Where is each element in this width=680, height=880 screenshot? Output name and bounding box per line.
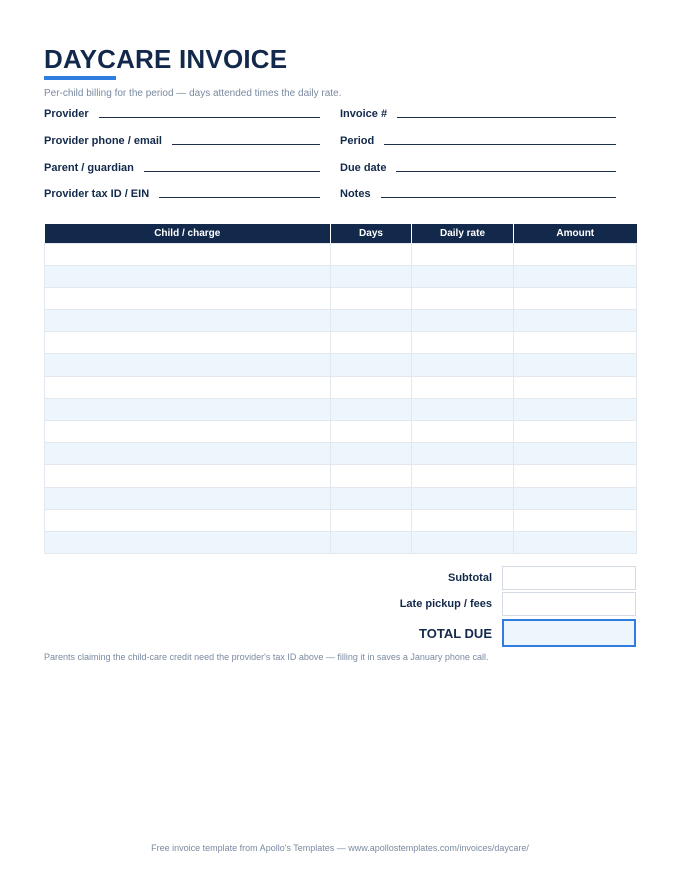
cell-amount[interactable] <box>514 509 637 531</box>
cell-daily-rate[interactable] <box>412 243 514 265</box>
table-row <box>45 443 637 465</box>
table-row <box>45 310 637 332</box>
cell-days[interactable] <box>331 398 412 420</box>
field-due-date <box>340 158 616 174</box>
cell-daily-rate[interactable] <box>412 509 514 531</box>
page-title: DAYCARE INVOICE <box>44 44 288 74</box>
cell-daily-rate[interactable] <box>412 332 514 354</box>
table-row <box>45 465 637 487</box>
cell-amount[interactable] <box>514 398 637 420</box>
cell-days[interactable] <box>331 332 412 354</box>
table-row <box>45 487 637 509</box>
cell-child[interactable] <box>45 354 331 376</box>
cell-daily-rate[interactable] <box>412 354 514 376</box>
cell-days[interactable] <box>331 443 412 465</box>
late-fees-field[interactable] <box>502 592 636 616</box>
cell-amount[interactable] <box>514 443 637 465</box>
table-row <box>45 287 637 309</box>
cell-days[interactable] <box>331 310 412 332</box>
column-header-daily-rate: Daily rate <box>412 224 514 243</box>
cell-days[interactable] <box>331 376 412 398</box>
field-provider-contact-label: Provider phone / email <box>44 135 162 147</box>
cell-daily-rate[interactable] <box>412 398 514 420</box>
cell-amount[interactable] <box>514 332 637 354</box>
line-items-table <box>44 224 637 554</box>
field-due-date-input[interactable] <box>396 171 616 172</box>
field-notes-label: Notes <box>340 188 371 200</box>
cell-child[interactable] <box>45 398 331 420</box>
cell-days[interactable] <box>331 287 412 309</box>
field-parent-input[interactable] <box>144 171 320 172</box>
cell-daily-rate[interactable] <box>412 265 514 287</box>
field-tax-id <box>44 184 320 200</box>
field-period <box>340 131 616 147</box>
table-row <box>45 531 637 553</box>
field-notes-input[interactable] <box>381 197 616 198</box>
table-row <box>45 509 637 531</box>
late-fees-row <box>400 592 636 616</box>
cell-child[interactable] <box>45 287 331 309</box>
total-due-label: TOTAL DUE <box>419 625 492 641</box>
field-provider-contact <box>44 131 320 147</box>
cell-days[interactable] <box>331 265 412 287</box>
cell-daily-rate[interactable] <box>412 376 514 398</box>
field-period-input[interactable] <box>384 144 616 145</box>
cell-child[interactable] <box>45 531 331 553</box>
field-due-date-label: Due date <box>340 162 387 174</box>
cell-daily-rate[interactable] <box>412 287 514 309</box>
cell-child[interactable] <box>45 487 331 509</box>
table-row <box>45 398 637 420</box>
cell-child[interactable] <box>45 421 331 443</box>
table-row <box>45 332 637 354</box>
cell-amount[interactable] <box>514 354 637 376</box>
cell-days[interactable] <box>331 421 412 443</box>
cell-amount[interactable] <box>514 376 637 398</box>
title-accent-rule <box>44 76 116 80</box>
table-row <box>45 243 637 265</box>
subtotal-label: Subtotal <box>448 572 492 584</box>
cell-days[interactable] <box>331 531 412 553</box>
cell-child[interactable] <box>45 465 331 487</box>
cell-daily-rate[interactable] <box>412 487 514 509</box>
table-row <box>45 376 637 398</box>
cell-days[interactable] <box>331 487 412 509</box>
cell-child[interactable] <box>45 265 331 287</box>
field-provider-input[interactable] <box>99 117 320 118</box>
field-tax-id-input[interactable] <box>159 197 320 198</box>
column-header-child: Child / charge <box>45 224 331 243</box>
field-invoice-number-input[interactable] <box>397 117 616 118</box>
field-notes <box>340 184 616 200</box>
cell-amount[interactable] <box>514 421 637 443</box>
cell-days[interactable] <box>331 509 412 531</box>
field-provider <box>44 104 320 120</box>
field-invoice-number <box>340 104 616 120</box>
subtotal-field[interactable] <box>502 566 636 590</box>
cell-daily-rate[interactable] <box>412 465 514 487</box>
total-due-row <box>419 619 636 647</box>
cell-child[interactable] <box>45 310 331 332</box>
tax-credit-note: Parents claiming the child-care credit need the provider's tax ID above — filling it in saves a January phone call. <box>44 652 489 662</box>
cell-child[interactable] <box>45 509 331 531</box>
field-provider-label: Provider <box>44 108 89 120</box>
field-provider-contact-input[interactable] <box>172 144 320 145</box>
cell-amount[interactable] <box>514 310 637 332</box>
subtotal-row <box>448 566 636 590</box>
cell-amount[interactable] <box>514 465 637 487</box>
cell-daily-rate[interactable] <box>412 531 514 553</box>
cell-daily-rate[interactable] <box>412 310 514 332</box>
field-parent-label: Parent / guardian <box>44 162 134 174</box>
cell-days[interactable] <box>331 354 412 376</box>
template-footer: Free invoice template from Apollo's Templates — www.apollostemplates.com/invoices/daycare/ <box>151 843 529 853</box>
column-header-days: Days <box>331 224 412 243</box>
table-body <box>45 243 637 554</box>
cell-child[interactable] <box>45 332 331 354</box>
table-header-row <box>45 224 637 243</box>
cell-amount[interactable] <box>514 265 637 287</box>
page-subtitle: Per-child billing for the period — days attended times the daily rate. <box>44 88 342 99</box>
cell-amount[interactable] <box>514 243 637 265</box>
cell-daily-rate[interactable] <box>412 421 514 443</box>
cell-amount[interactable] <box>514 487 637 509</box>
table-row <box>45 265 637 287</box>
cell-daily-rate[interactable] <box>412 443 514 465</box>
table-row <box>45 354 637 376</box>
cell-amount[interactable] <box>514 287 637 309</box>
cell-amount[interactable] <box>514 531 637 553</box>
field-tax-id-label: Provider tax ID / EIN <box>44 188 150 200</box>
field-period-label: Period <box>340 135 375 147</box>
total-due-field[interactable] <box>502 619 636 647</box>
table-row <box>45 421 637 443</box>
column-header-amount: Amount <box>514 224 637 243</box>
cell-child[interactable] <box>45 376 331 398</box>
cell-child[interactable] <box>45 243 331 265</box>
late-fees-label: Late pickup / fees <box>399 598 492 610</box>
field-invoice-number-label: Invoice # <box>340 108 388 120</box>
cell-days[interactable] <box>331 243 412 265</box>
cell-child[interactable] <box>45 443 331 465</box>
field-parent <box>44 158 320 174</box>
cell-days[interactable] <box>331 465 412 487</box>
